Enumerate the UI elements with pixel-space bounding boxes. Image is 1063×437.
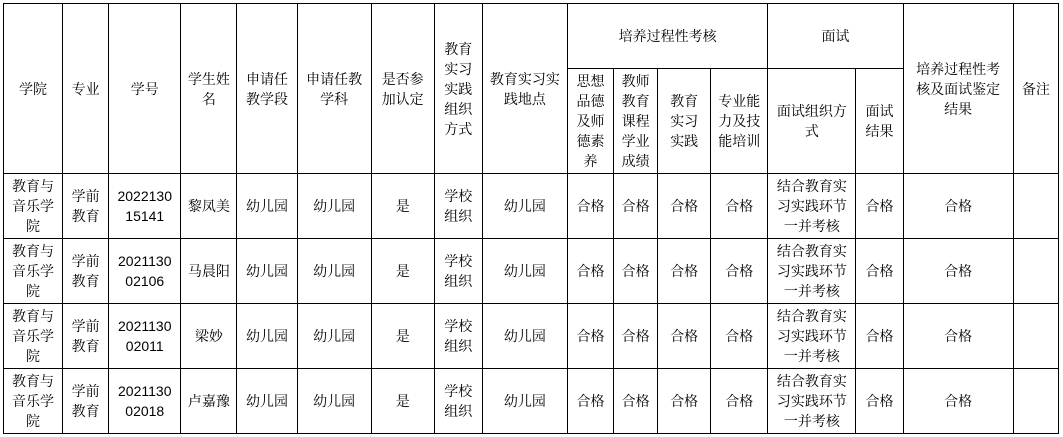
cell-interview-method: 结合教育实习实践环节一并考核 bbox=[768, 239, 856, 304]
cell-org-method: 学校组织 bbox=[434, 304, 482, 369]
cell-org-method: 学校组织 bbox=[434, 369, 482, 434]
cell-apply-subject: 幼儿园 bbox=[297, 174, 371, 239]
col-header-course: 教师教育课程学业成绩 bbox=[614, 69, 658, 174]
col-header-major: 专业 bbox=[63, 4, 109, 174]
cell-student-name: 卢嘉豫 bbox=[181, 369, 237, 434]
cell-remark bbox=[1013, 174, 1058, 239]
cell-interview-result: 合格 bbox=[856, 304, 903, 369]
cell-course: 合格 bbox=[614, 174, 658, 239]
cell-college: 教育与音乐学院 bbox=[4, 304, 63, 369]
col-header-practice-place: 教育实习实践地点 bbox=[482, 4, 567, 174]
col-header-practice: 教育实习实践 bbox=[658, 69, 711, 174]
cell-interview-method: 结合教育实习实践环节一并考核 bbox=[768, 369, 856, 434]
cell-org-method: 学校组织 bbox=[434, 239, 482, 304]
col-header-apply-stage: 申请任教学段 bbox=[237, 4, 297, 174]
cell-participate: 是 bbox=[371, 174, 434, 239]
cell-apply-subject: 幼儿园 bbox=[297, 239, 371, 304]
cell-final-result: 合格 bbox=[903, 174, 1013, 239]
cell-major: 学前教育 bbox=[63, 174, 109, 239]
header-row-groups bbox=[4, 4, 1059, 69]
col-group-process-assessment: 培养过程性考核 bbox=[567, 4, 767, 69]
cell-apply-subject: 幼儿园 bbox=[297, 304, 371, 369]
cell-student-name: 黎凤美 bbox=[181, 174, 237, 239]
cell-practice-place: 幼儿园 bbox=[482, 369, 567, 434]
cell-practice: 合格 bbox=[658, 174, 711, 239]
cell-participate: 是 bbox=[371, 239, 434, 304]
cell-skill: 合格 bbox=[711, 174, 768, 239]
certification-table bbox=[3, 3, 1059, 434]
cell-remark bbox=[1013, 239, 1058, 304]
cell-moral: 合格 bbox=[567, 304, 613, 369]
cell-major: 学前教育 bbox=[63, 304, 109, 369]
col-header-student-id: 学号 bbox=[109, 4, 181, 174]
cell-major: 学前教育 bbox=[63, 239, 109, 304]
cell-course: 合格 bbox=[614, 369, 658, 434]
cell-participate: 是 bbox=[371, 369, 434, 434]
cell-moral: 合格 bbox=[567, 369, 613, 434]
col-group-interview: 面试 bbox=[768, 4, 903, 69]
cell-remark bbox=[1013, 304, 1058, 369]
cell-final-result: 合格 bbox=[903, 239, 1013, 304]
cell-practice-place: 幼儿园 bbox=[482, 239, 567, 304]
cell-apply-stage: 幼儿园 bbox=[237, 369, 297, 434]
cell-student-id: 202213015141 bbox=[109, 174, 181, 239]
cell-practice: 合格 bbox=[658, 239, 711, 304]
cell-interview-result: 合格 bbox=[856, 369, 903, 434]
cell-practice-place: 幼儿园 bbox=[482, 174, 567, 239]
cell-org-method: 学校组织 bbox=[434, 174, 482, 239]
cell-student-id: 202113002106 bbox=[109, 239, 181, 304]
cell-interview-result: 合格 bbox=[856, 239, 903, 304]
cell-skill: 合格 bbox=[711, 239, 768, 304]
cell-college: 教育与音乐学院 bbox=[4, 239, 63, 304]
cell-skill: 合格 bbox=[711, 304, 768, 369]
cell-student-id: 202113002018 bbox=[109, 369, 181, 434]
cell-practice-place: 幼儿园 bbox=[482, 304, 567, 369]
cell-interview-result: 合格 bbox=[856, 174, 903, 239]
col-header-interview-result: 面试结果 bbox=[856, 69, 903, 174]
cell-participate: 是 bbox=[371, 304, 434, 369]
cell-major: 学前教育 bbox=[63, 369, 109, 434]
table-row bbox=[4, 369, 1059, 434]
cell-student-id: 202113002011 bbox=[109, 304, 181, 369]
cell-student-name: 梁妙 bbox=[181, 304, 237, 369]
cell-apply-stage: 幼儿园 bbox=[237, 239, 297, 304]
cell-remark bbox=[1013, 369, 1058, 434]
table-row bbox=[4, 304, 1059, 369]
cell-apply-subject: 幼儿园 bbox=[297, 369, 371, 434]
cell-student-name: 马晨阳 bbox=[181, 239, 237, 304]
col-header-moral: 思想品德及师德素养 bbox=[567, 69, 613, 174]
cell-apply-stage: 幼儿园 bbox=[237, 304, 297, 369]
table-row bbox=[4, 174, 1059, 239]
col-header-college: 学院 bbox=[4, 4, 63, 174]
cell-final-result: 合格 bbox=[903, 369, 1013, 434]
cell-skill: 合格 bbox=[711, 369, 768, 434]
col-header-interview-method: 面试组织方式 bbox=[768, 69, 856, 174]
cell-course: 合格 bbox=[614, 304, 658, 369]
col-header-participate: 是否参加认定 bbox=[371, 4, 434, 174]
table-row bbox=[4, 239, 1059, 304]
cell-practice: 合格 bbox=[658, 369, 711, 434]
col-header-apply-subject: 申请任教学科 bbox=[297, 4, 371, 174]
cell-interview-method: 结合教育实习实践环节一并考核 bbox=[768, 304, 856, 369]
col-header-remark: 备注 bbox=[1013, 4, 1058, 174]
cell-final-result: 合格 bbox=[903, 304, 1013, 369]
cell-practice: 合格 bbox=[658, 304, 711, 369]
cell-college: 教育与音乐学院 bbox=[4, 174, 63, 239]
cell-course: 合格 bbox=[614, 239, 658, 304]
col-header-skill: 专业能力及技能培训 bbox=[711, 69, 768, 174]
cell-moral: 合格 bbox=[567, 174, 613, 239]
col-header-student-name: 学生姓名 bbox=[181, 4, 237, 174]
cell-college: 教育与音乐学院 bbox=[4, 369, 63, 434]
cell-apply-stage: 幼儿园 bbox=[237, 174, 297, 239]
cell-interview-method: 结合教育实习实践环节一并考核 bbox=[768, 174, 856, 239]
col-header-final-result: 培养过程性考核及面试鉴定结果 bbox=[903, 4, 1013, 174]
cell-moral: 合格 bbox=[567, 239, 613, 304]
col-header-org-method: 教育实习实践组织方式 bbox=[434, 4, 482, 174]
